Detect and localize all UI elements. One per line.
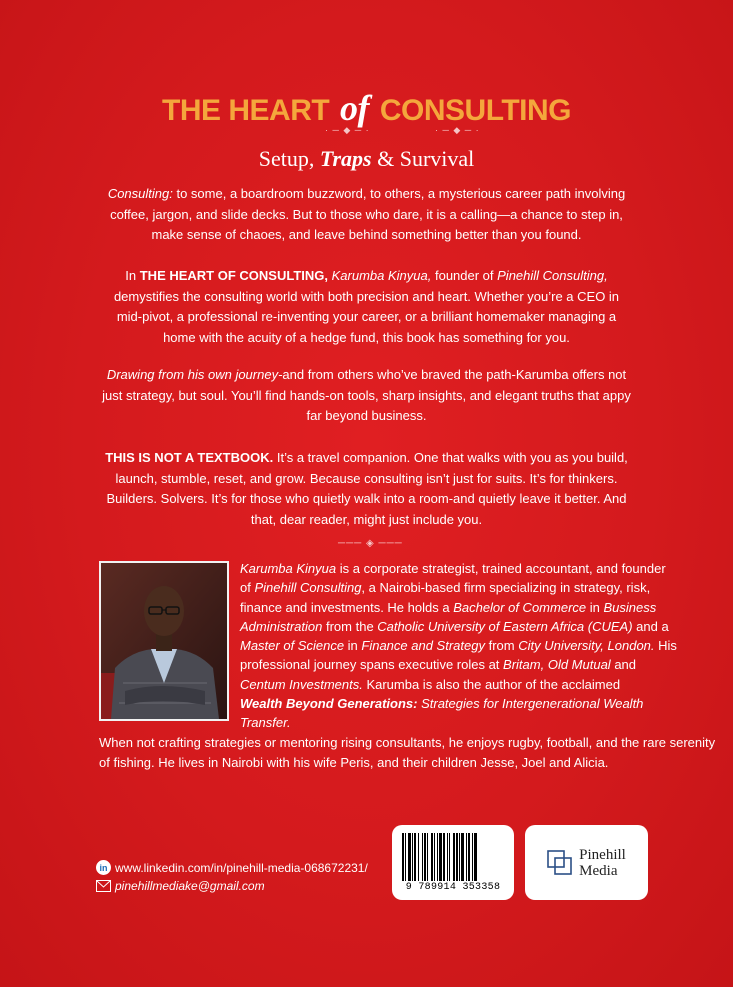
bio-text: is a corporate strategist, trained accountant, and founder of	[240, 561, 666, 596]
barcode-bar	[424, 833, 426, 881]
barcode-bar	[468, 833, 470, 881]
bio-text: His professional journey spans executive roles at	[240, 638, 677, 673]
barcode-bar	[443, 833, 445, 881]
blurb-paragraph-1	[100, 184, 633, 246]
bio-book-subtitle: Strategies for Intergenerational Wealth Transfer.	[240, 696, 644, 731]
email-contact[interactable]	[96, 879, 265, 893]
title-part-consulting: CONSULTING	[379, 94, 571, 127]
subtitle-post: & Survival	[371, 146, 475, 171]
envelope-icon	[96, 880, 111, 892]
ornament-divider-icon: · ─ ◆ ─ ·	[325, 125, 370, 135]
para3-text: and from others who’ve braved the path-Karumba offers not just strategy, but soul. You’ll find hands-on tools, sharp insights, and elegant truths that appy far beyond business.	[102, 367, 631, 423]
title-part-heart: THE HEART	[162, 94, 330, 127]
barcode-bar	[449, 833, 450, 881]
barcode-bar	[472, 833, 473, 881]
para2-text: founder of	[431, 268, 498, 283]
barcode-bars	[402, 833, 504, 881]
bio-degree: Master of Science	[240, 638, 345, 654]
barcode-bar	[402, 833, 404, 881]
email-address[interactable]: pinehillmediake@gmail.com	[115, 879, 265, 893]
isbn-digits: 9 789914 353358	[405, 882, 501, 893]
publisher-logo	[525, 825, 648, 900]
ornament-divider-icon: ─── ◈ ───	[338, 538, 403, 549]
barcode-bar	[474, 833, 477, 881]
bio-field: Finance and Strategy	[361, 638, 485, 654]
bio-book-title: Wealth Beyond Generations:	[240, 696, 418, 712]
para2-text: In	[125, 268, 140, 283]
author-photo	[99, 561, 229, 721]
bio-degree: Bachelor of Commerce	[453, 599, 587, 615]
bio-firm: Pinehill Consulting	[254, 580, 362, 596]
barcode-bar	[431, 833, 433, 881]
linkedin-icon: in	[96, 860, 111, 875]
para2-text: demystifies the consulting world with both precision and heart. Whether you’re a CEO in mid-pivot, a professional re-inventing your career, or a brilliant homemaker managing a home with the acuity of a hedge fund, this book has something for you.	[113, 288, 620, 345]
para1-text: to some, a boardroom buzzword, to others, a mysterious career path involving coffee, jargon, and slide decks. But to those who dare, it is a calling—a chance to step in, make sense of chaoes, and leave behind something better than you found.	[110, 186, 626, 242]
para2-author: Karumba Kinyua,	[331, 268, 432, 283]
linkedin-url[interactable]: www.linkedin.com/in/pinehill-media-068672231/	[115, 860, 368, 875]
bio-text: from the	[322, 618, 378, 634]
barcode-bar	[422, 833, 423, 881]
ornament-divider-icon: · ─ ◆ ─ ·	[435, 125, 480, 135]
bio-text: , a Nairobi-based firm specializing in strategy, risk, finance and investments. He holds a	[240, 580, 651, 615]
subtitle-traps: Traps	[319, 146, 372, 171]
bio-employers: Britam, Old Mutual	[503, 657, 611, 673]
subtitle-pre: Setup,	[258, 146, 320, 171]
bio-text: from	[484, 638, 519, 654]
publisher-name-line2: Media	[579, 862, 618, 879]
bio-text: in	[344, 638, 362, 654]
blurb-paragraph-4	[100, 448, 633, 530]
bio-text: in	[586, 599, 604, 615]
bio-university: City University, London.	[518, 638, 655, 654]
publisher-logo-icon	[547, 850, 573, 876]
bio-text: Karumba is also the author of the acclaimed	[362, 676, 621, 692]
title-part-of: of	[340, 88, 370, 128]
blurb-paragraph-3	[100, 365, 633, 427]
linkedin-contact[interactable]	[96, 860, 368, 875]
bio-text: and	[610, 657, 637, 673]
isbn-barcode	[392, 825, 514, 900]
barcode-bar	[437, 833, 438, 881]
barcode-bar	[412, 833, 413, 881]
barcode-bar	[456, 833, 458, 881]
bio-university: Catholic University of Eastern Africa (CUEA)	[377, 618, 633, 634]
barcode-bar	[461, 833, 464, 881]
bio-employer: Centum Investments.	[240, 676, 363, 692]
author-bio-continued: When not crafting strategies or mentoring rising consultants, he enjoys rugby, football, and the rare serenity of fishing. He lives in Nairobi with his wife Peris, and their children Jesse, Joel and Alicia.	[99, 735, 716, 770]
barcode-bar	[459, 833, 460, 881]
publisher-name	[579, 847, 626, 879]
para1-lead: Consulting:	[107, 186, 173, 201]
publisher-name-line1: Pinehill	[579, 846, 626, 863]
barcode-bar	[434, 833, 435, 881]
para4-lead: THIS IS NOT A TEXTBOOK.	[105, 450, 274, 465]
barcode-bar	[408, 833, 411, 881]
para2-book-title: THE HEART OF CONSULTING,	[139, 268, 328, 283]
barcode-bar	[447, 833, 448, 881]
para2-firm: Pinehill Consulting,	[497, 268, 608, 283]
blurb-paragraph-2	[100, 266, 633, 348]
barcode-bar	[466, 833, 467, 881]
para4-text: It’s a travel companion. One that walks with you as you build, launch, stumble, reset, and grow. Because consulting isn’t just for suits. It’s for thinkers. Builders. Solvers. It’s for those who quietly walk into a room-and quietly leave it better. And that, dear reader, might just include you.	[106, 450, 628, 527]
author-bio	[240, 559, 680, 733]
bio-text: and a	[632, 618, 669, 634]
bio-field: Business Administration	[240, 599, 657, 634]
barcode-bar	[405, 833, 406, 881]
barcode-bar	[414, 833, 416, 881]
para3-lead: Drawing from his own journey-	[106, 367, 283, 382]
barcode-bar	[418, 833, 419, 881]
barcode-bar	[453, 833, 455, 881]
barcode-bar	[439, 833, 442, 881]
book-subtitle	[0, 146, 733, 172]
bio-author-name: Karumba Kinyua	[240, 561, 337, 576]
barcode-bar	[427, 833, 428, 881]
